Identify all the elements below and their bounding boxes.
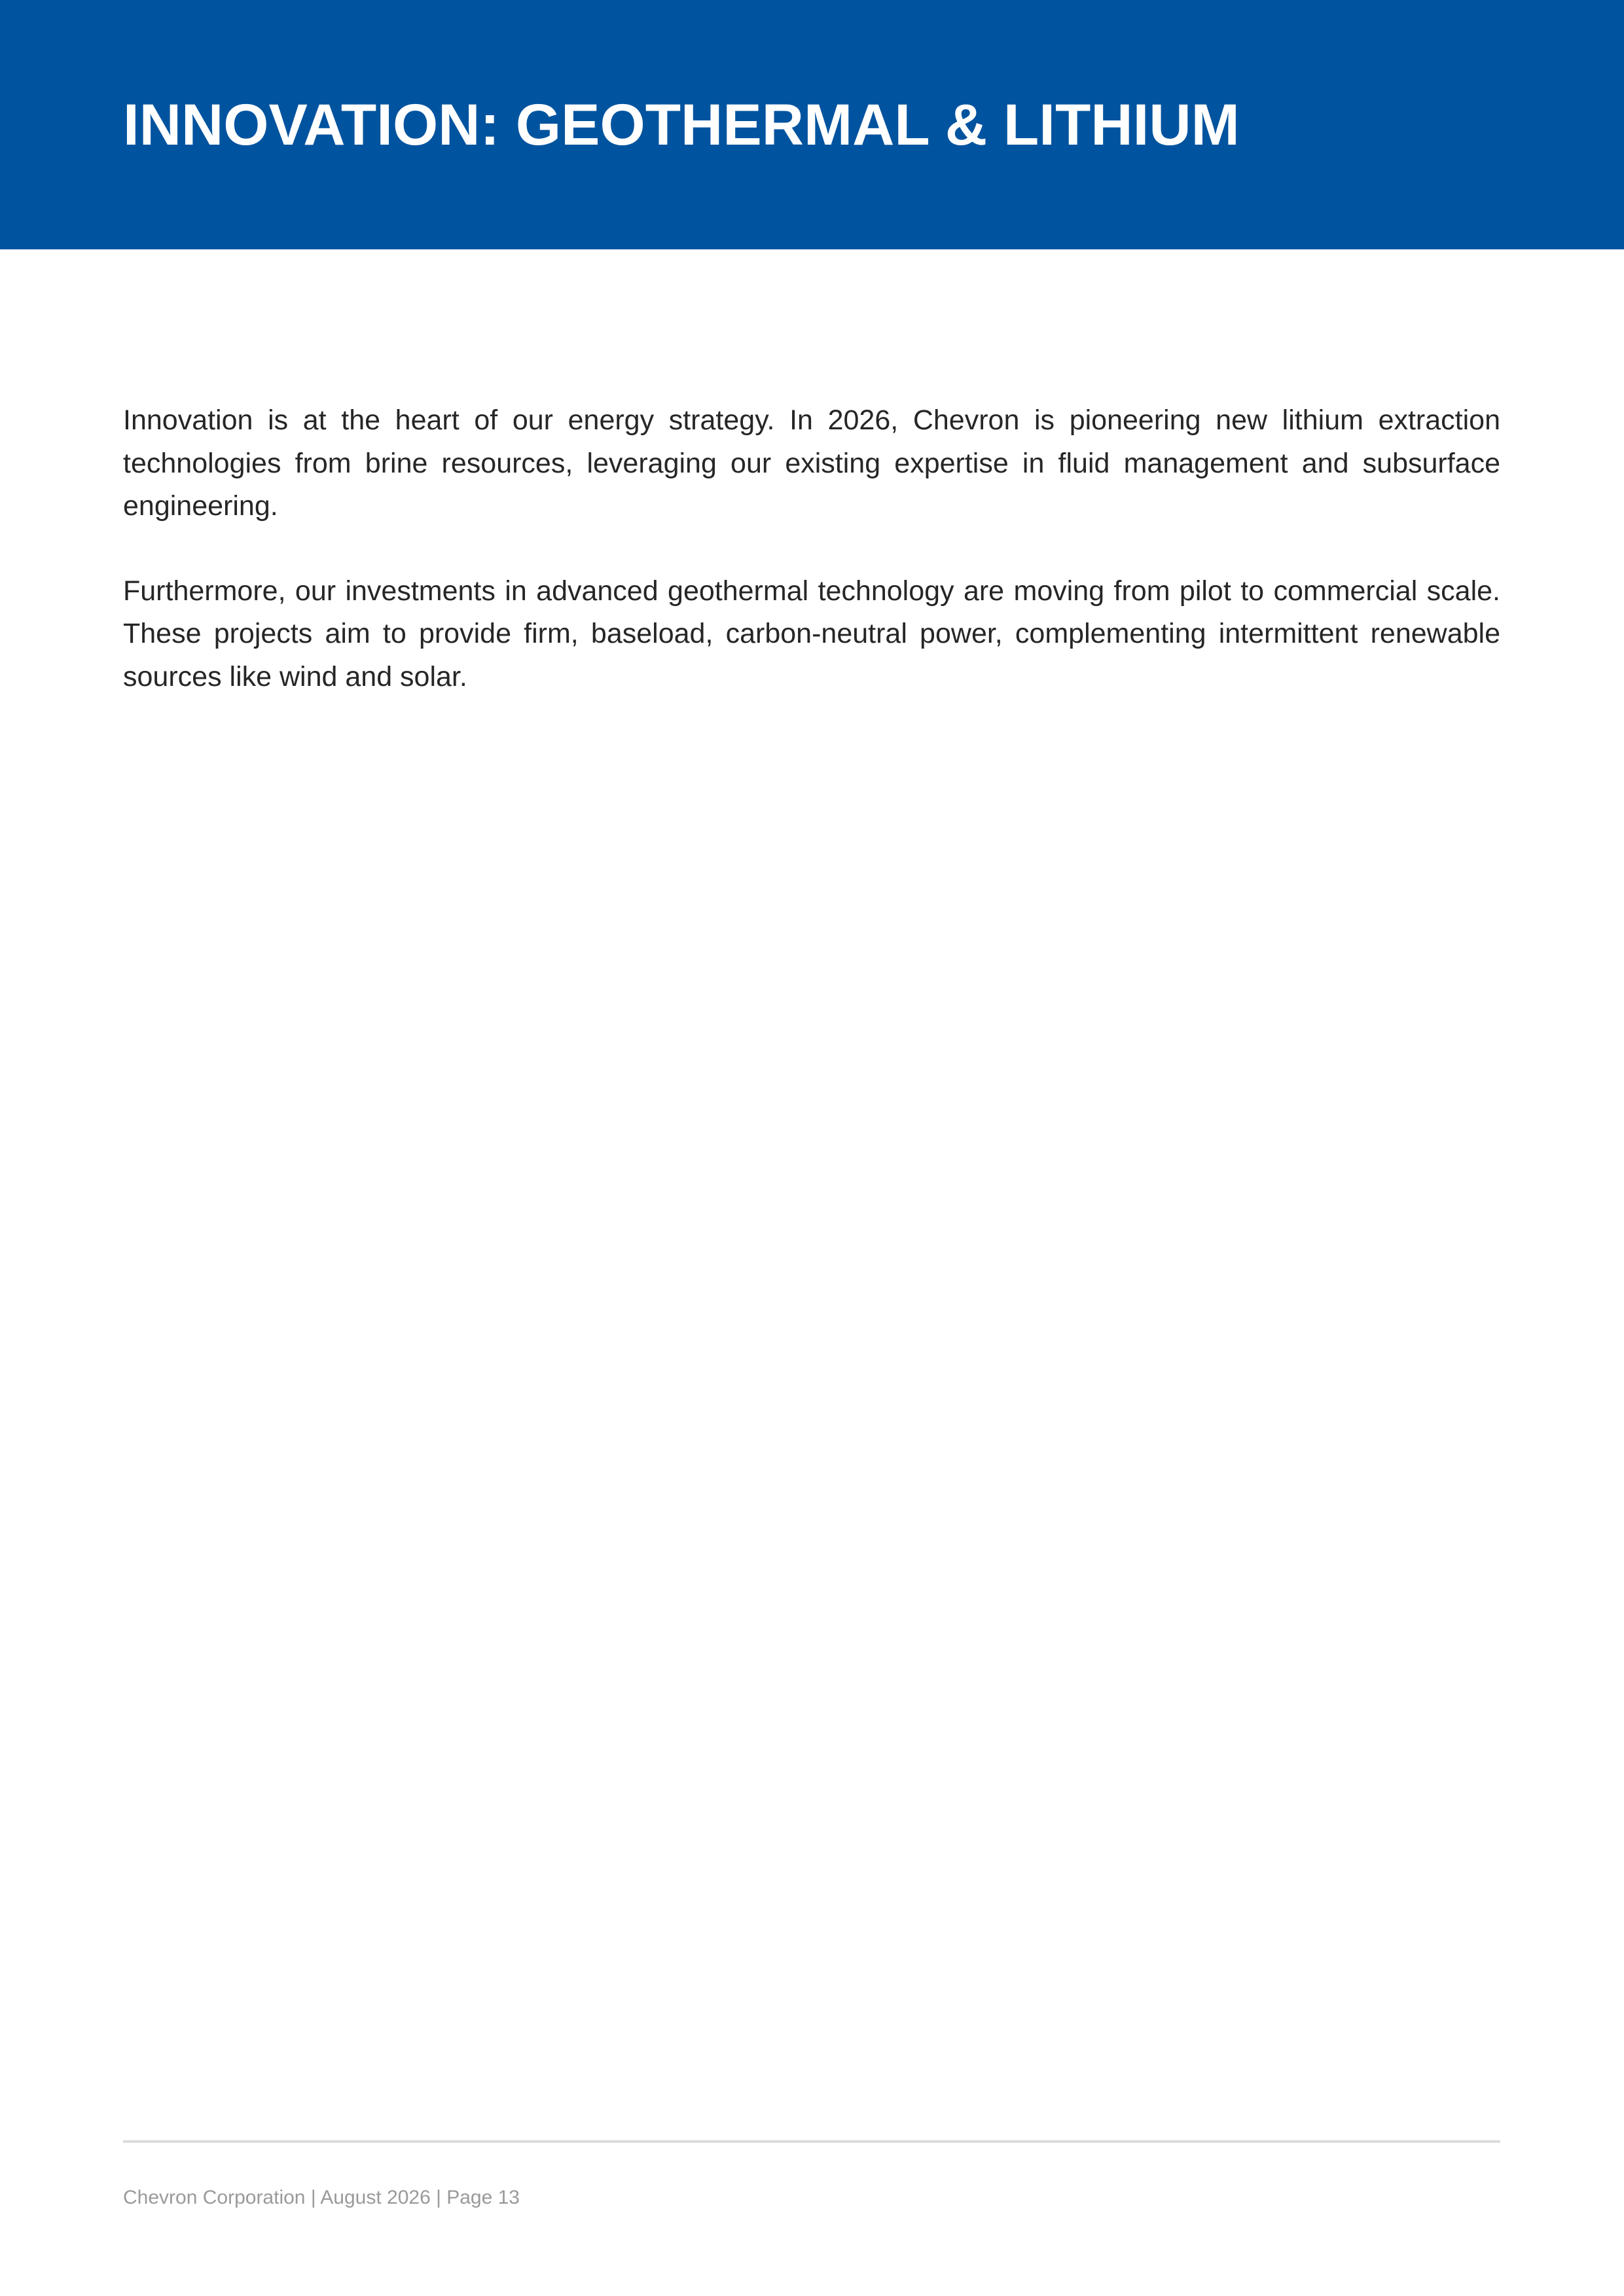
footer-text: Chevron Corporation | August 2026 | Page 13 (123, 2187, 520, 2208)
page-title: INNOVATION: GEOTHERMAL & LITHIUM (123, 92, 1240, 157)
header-band (0, 0, 1624, 249)
body-paragraph: Furthermore, our investments in advanced geothermal technology are moving from pilot to commercial scale. These projects aim to provide firm, baseload, carbon-neutral power, complementing intermittent renewable sources like wind and solar. (123, 575, 1500, 692)
footer-divider (123, 2140, 1500, 2143)
body-content (123, 399, 1500, 740)
body-paragraph: Innovation is at the heart of our energy strategy. In 2026, Chevron is pioneering new lithium extraction technologies from brine resources, leveraging our existing expertise in fluid management and subsurface engineering. (123, 404, 1500, 522)
